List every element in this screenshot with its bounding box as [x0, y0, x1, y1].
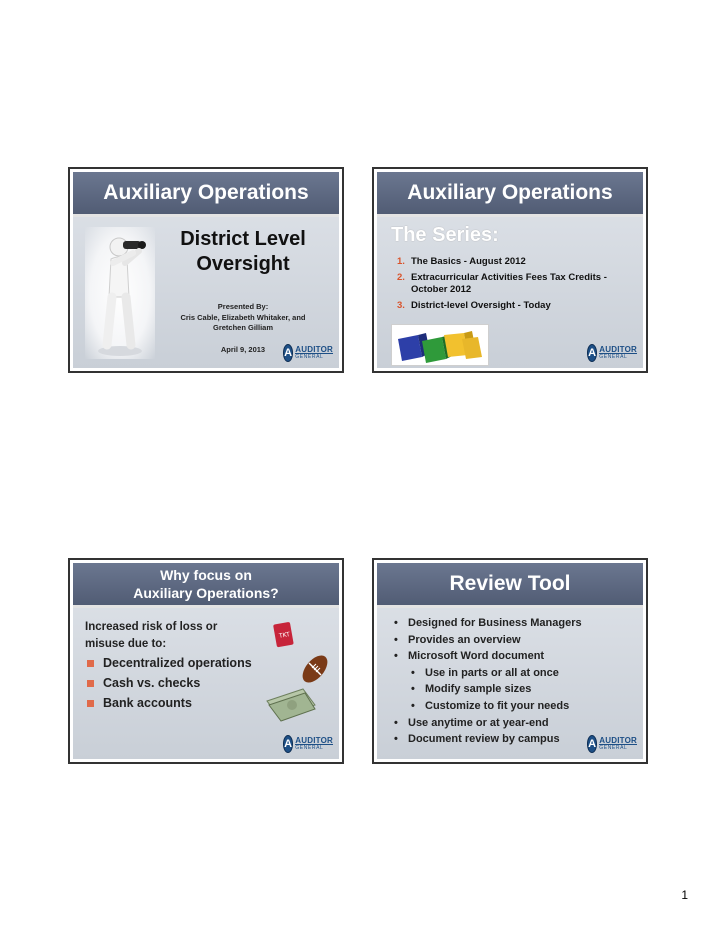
list-item: • Use in parts or all at once: [411, 666, 559, 679]
review-tool-list: [391, 615, 641, 748]
list-item: 3. District-level Oversight - Today: [397, 300, 551, 311]
slide-1-title-bar: [73, 172, 339, 214]
slide-4-title-bar: [377, 563, 643, 605]
slide-3-body: [73, 563, 339, 759]
slide-4-title: Review Tool: [449, 572, 571, 595]
slide-3-title-bar: [73, 563, 339, 605]
list-item: • Use anytime or at year-end: [394, 716, 549, 729]
heading-line-1: District Level: [180, 228, 306, 250]
seal-icon: A: [587, 735, 597, 753]
slide-2-title: Auxiliary Operations: [407, 181, 613, 204]
list-item: • Designed for Business Managers: [394, 617, 582, 629]
risk-list: [85, 655, 252, 715]
list-item: Cash vs. checks: [85, 675, 252, 691]
list-item: • Microsoft Word document: [394, 650, 545, 663]
series-list: [397, 256, 635, 316]
list-item: 1. The Basics - August 2012: [397, 256, 526, 267]
binoculars-figure-icon: [85, 227, 155, 359]
seal-icon: A: [283, 735, 293, 753]
slide-1-body: [73, 172, 339, 368]
list-item: 2. Extracurricular Activities Fees Tax Credits - October 2012: [397, 272, 607, 295]
slide-2: [372, 167, 648, 373]
list-item: • Customize to fit your needs: [411, 699, 570, 712]
auditor-general-logo: A AUDITOR GENERAL: [283, 734, 333, 754]
auditor-general-logo: A AUDITOR GENERAL: [283, 343, 333, 363]
presentation-date: April 9, 2013: [220, 345, 266, 354]
list-item: • Document review by campus: [394, 733, 560, 746]
heading-line-2: Oversight: [196, 253, 290, 275]
cash-stack-icon: [263, 683, 317, 728]
slide-3-title: Why focus on Auxiliary Operations?: [133, 567, 279, 601]
slide-2-title-bar: [377, 172, 643, 214]
series-subtitle: The Series:: [391, 224, 499, 246]
presenters-line-2: Gretchen Gilliam: [212, 323, 274, 332]
seal-icon: A: [587, 344, 597, 362]
auditor-general-logo: A AUDITOR GENERAL: [587, 343, 637, 363]
risk-intro: Increased risk of loss or misuse due to:: [85, 621, 218, 650]
slide-1-heading: [153, 227, 333, 277]
presented-by-label: Presented By:: [217, 302, 269, 311]
list-item: Bank accounts: [85, 695, 252, 711]
auditor-general-logo: A AUDITOR GENERAL: [587, 734, 637, 754]
slide-4-body: [377, 563, 643, 759]
slide-2-body: [377, 172, 643, 368]
presenters-line-1: Cris Cable, Elizabeth Whitaker, and: [180, 313, 306, 322]
svg-text:TKT: TKT: [278, 631, 291, 640]
ticket-icon: [273, 621, 295, 654]
slide-3: [68, 558, 344, 764]
number-dice-icon: [391, 324, 489, 366]
list-item: • Provides an overview: [394, 633, 521, 646]
seal-icon: A: [283, 344, 293, 362]
slide-4: [372, 558, 648, 764]
list-item: • Modify sample sizes: [411, 683, 532, 696]
list-item: Decentralized operations: [85, 655, 252, 671]
slide-1: [68, 167, 344, 373]
page-number: 1: [681, 888, 688, 902]
slide-1-title: Auxiliary Operations: [103, 181, 309, 204]
